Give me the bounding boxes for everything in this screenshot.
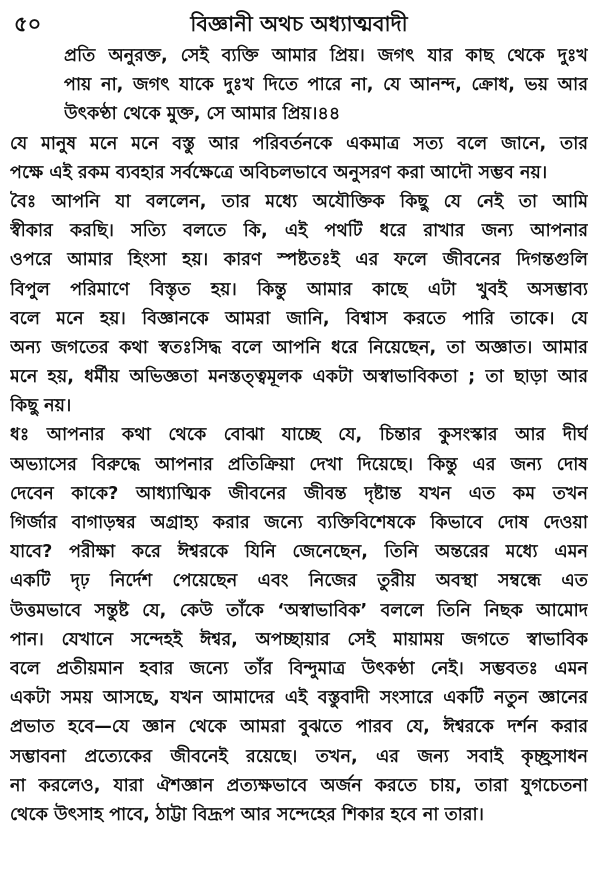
text-line: পায় না, জগৎ যাকে দুঃখ দিতে পারে না, যে আনন্দ, ক্রোধ, ভয় আর xyxy=(64,75,588,96)
text-line: মনে হয়, ধর্মীয় অভিজ্ঞতা মনস্তত্ত্বমূলক একটা অস্বাভাবিকতা ; তা ছাড়া আর xyxy=(10,367,588,388)
text-line: বলে প্রতীয়মান হবার জন্যে তাঁর বিন্দুমাত্র উৎকণ্ঠা নেই। সম্ভবতঃ এমন xyxy=(10,658,588,679)
text-line: অভ্যাসের বিরুদ্ধে আপনার প্রতিক্রিয়া দেখা দিয়েছে। কিন্তু এর জন্য দোষ xyxy=(10,454,588,475)
text-line: সম্ভাবনা প্রত্যেকের জীবনেই রয়েছে। তখন, এর জন্য সবাই কৃচ্ছ্রসাধন xyxy=(10,746,588,767)
paragraph-1 xyxy=(10,130,588,188)
text-line: ওপরে আমার হিংসা হয়। কারণ স্পষ্টতঃই এর ফলে জীবনের দিগন্তগুলি xyxy=(10,250,588,271)
block-quote xyxy=(10,42,588,130)
text-line: উত্তমভাবে সন্তুষ্ট যে, কেউ তাঁকে ‘অস্বাভাবিক’ বললে তিনি নিছক আমোদ xyxy=(10,600,588,621)
text-line: বিপুল পরিমাণে বিস্তৃত হয়। কিন্তু আমার কাছে এটা খুবই অসম্ভাব্য xyxy=(10,279,588,300)
text-line: স্বীকার করছি। সত্যি বলতে কি, এই পথটি ধরে রাখার জন্য আপনার xyxy=(10,221,588,242)
text-line: দেবেন কাকে? আধ্যাত্মিক জীবনের জীবন্ত দৃষ্টান্ত যখন এত কম তখন xyxy=(10,483,588,504)
text-line: যাবে? পরীক্ষা করে ঈশ্বরকে যিনি জেনেছেন, তিনি অন্তরের মধ্যে এমন xyxy=(10,542,588,563)
text-line: থেকে উৎসাহ পাবে, ঠাট্টা বিদ্রূপ আর সন্দেহের শিকার হবে না তারা। xyxy=(10,804,484,825)
page-header xyxy=(10,0,588,42)
text-line: বৈঃ আপনি যা বললেন, তার মধ্যে অযৌক্তিক কিছু যে নেই তা আমি xyxy=(10,191,588,212)
text-line: প্রভাত হবে—যে জ্ঞান থেকে আমরা বুঝতে পারব যে, ঈশ্বরকে দর্শন করার xyxy=(10,717,588,738)
text-line: ধঃ আপনার কথা থেকে বোঝা যাচ্ছে যে, চিন্তার কুসংস্কার আর দীর্ঘ xyxy=(10,425,588,446)
paragraph-3 xyxy=(10,421,588,830)
text-line: না করলেও, যারা ঐশজ্ঞান প্রত্যক্ষভাবে অর্জন করতে চায়, তারা যুগচেতনা xyxy=(10,775,588,796)
text-line: গির্জার বাগাড়ম্বর অগ্রাহ্য করার জন্যে ব্যক্তিবিশেষকে কিভাবে দোষ দেওয়া xyxy=(10,513,588,533)
text-line: একটা সময় আসছে, যখন আমাদের এই বস্তুবাদী সংসারে একটি নতুন জ্ঞানের xyxy=(10,688,588,709)
paragraph-2 xyxy=(10,188,588,422)
text-line: পান। যেখানে সন্দেহই ঈশ্বর, অপচ্ছায়ার সেই মায়াময় জগতে স্বাভাবিক xyxy=(10,629,588,650)
text-line: একটি দৃঢ় নির্দেশ পেয়েছেন এবং নিজের তুরীয় অবস্থা সম্বন্ধে এত xyxy=(10,571,588,592)
text-line: উৎকণ্ঠা থেকে মুক্ত, সে আমার প্রিয়।৪৪ xyxy=(64,104,341,125)
page-number: ৫০ xyxy=(14,12,42,36)
text-line: অন্য জগতের কথা স্বতঃসিদ্ধ বলে আপনি ধরে নিয়েছেন, তা অজ্ঞাত। আমার xyxy=(10,337,588,358)
text-line: যে মানুষ মনে মনে বস্তু আর পরিবর্তনকে একমাত্র সত্য বলে জানে, তার xyxy=(10,133,588,154)
text-line: প্রতি অনুরক্ত, সেই ব্যক্তি আমার প্রিয়। জগৎ যার কাছ থেকে দুঃখ xyxy=(64,46,588,66)
text-line: কিছু নয়। xyxy=(10,396,72,417)
running-title: বিজ্ঞানী অথচ অধ্যাত্মবাদী xyxy=(190,12,408,36)
text-line: পক্ষে এই রকম ব্যবহার সর্বক্ষেত্রে অবিচলভাবে অনুসরণ করা আদৌ সম্ভব নয়। xyxy=(10,162,548,183)
text-line: বলে মনে হয়। বিজ্ঞানকে আমরা জানি, বিশ্বাস করতে পারি তাকে। যে xyxy=(10,308,588,329)
